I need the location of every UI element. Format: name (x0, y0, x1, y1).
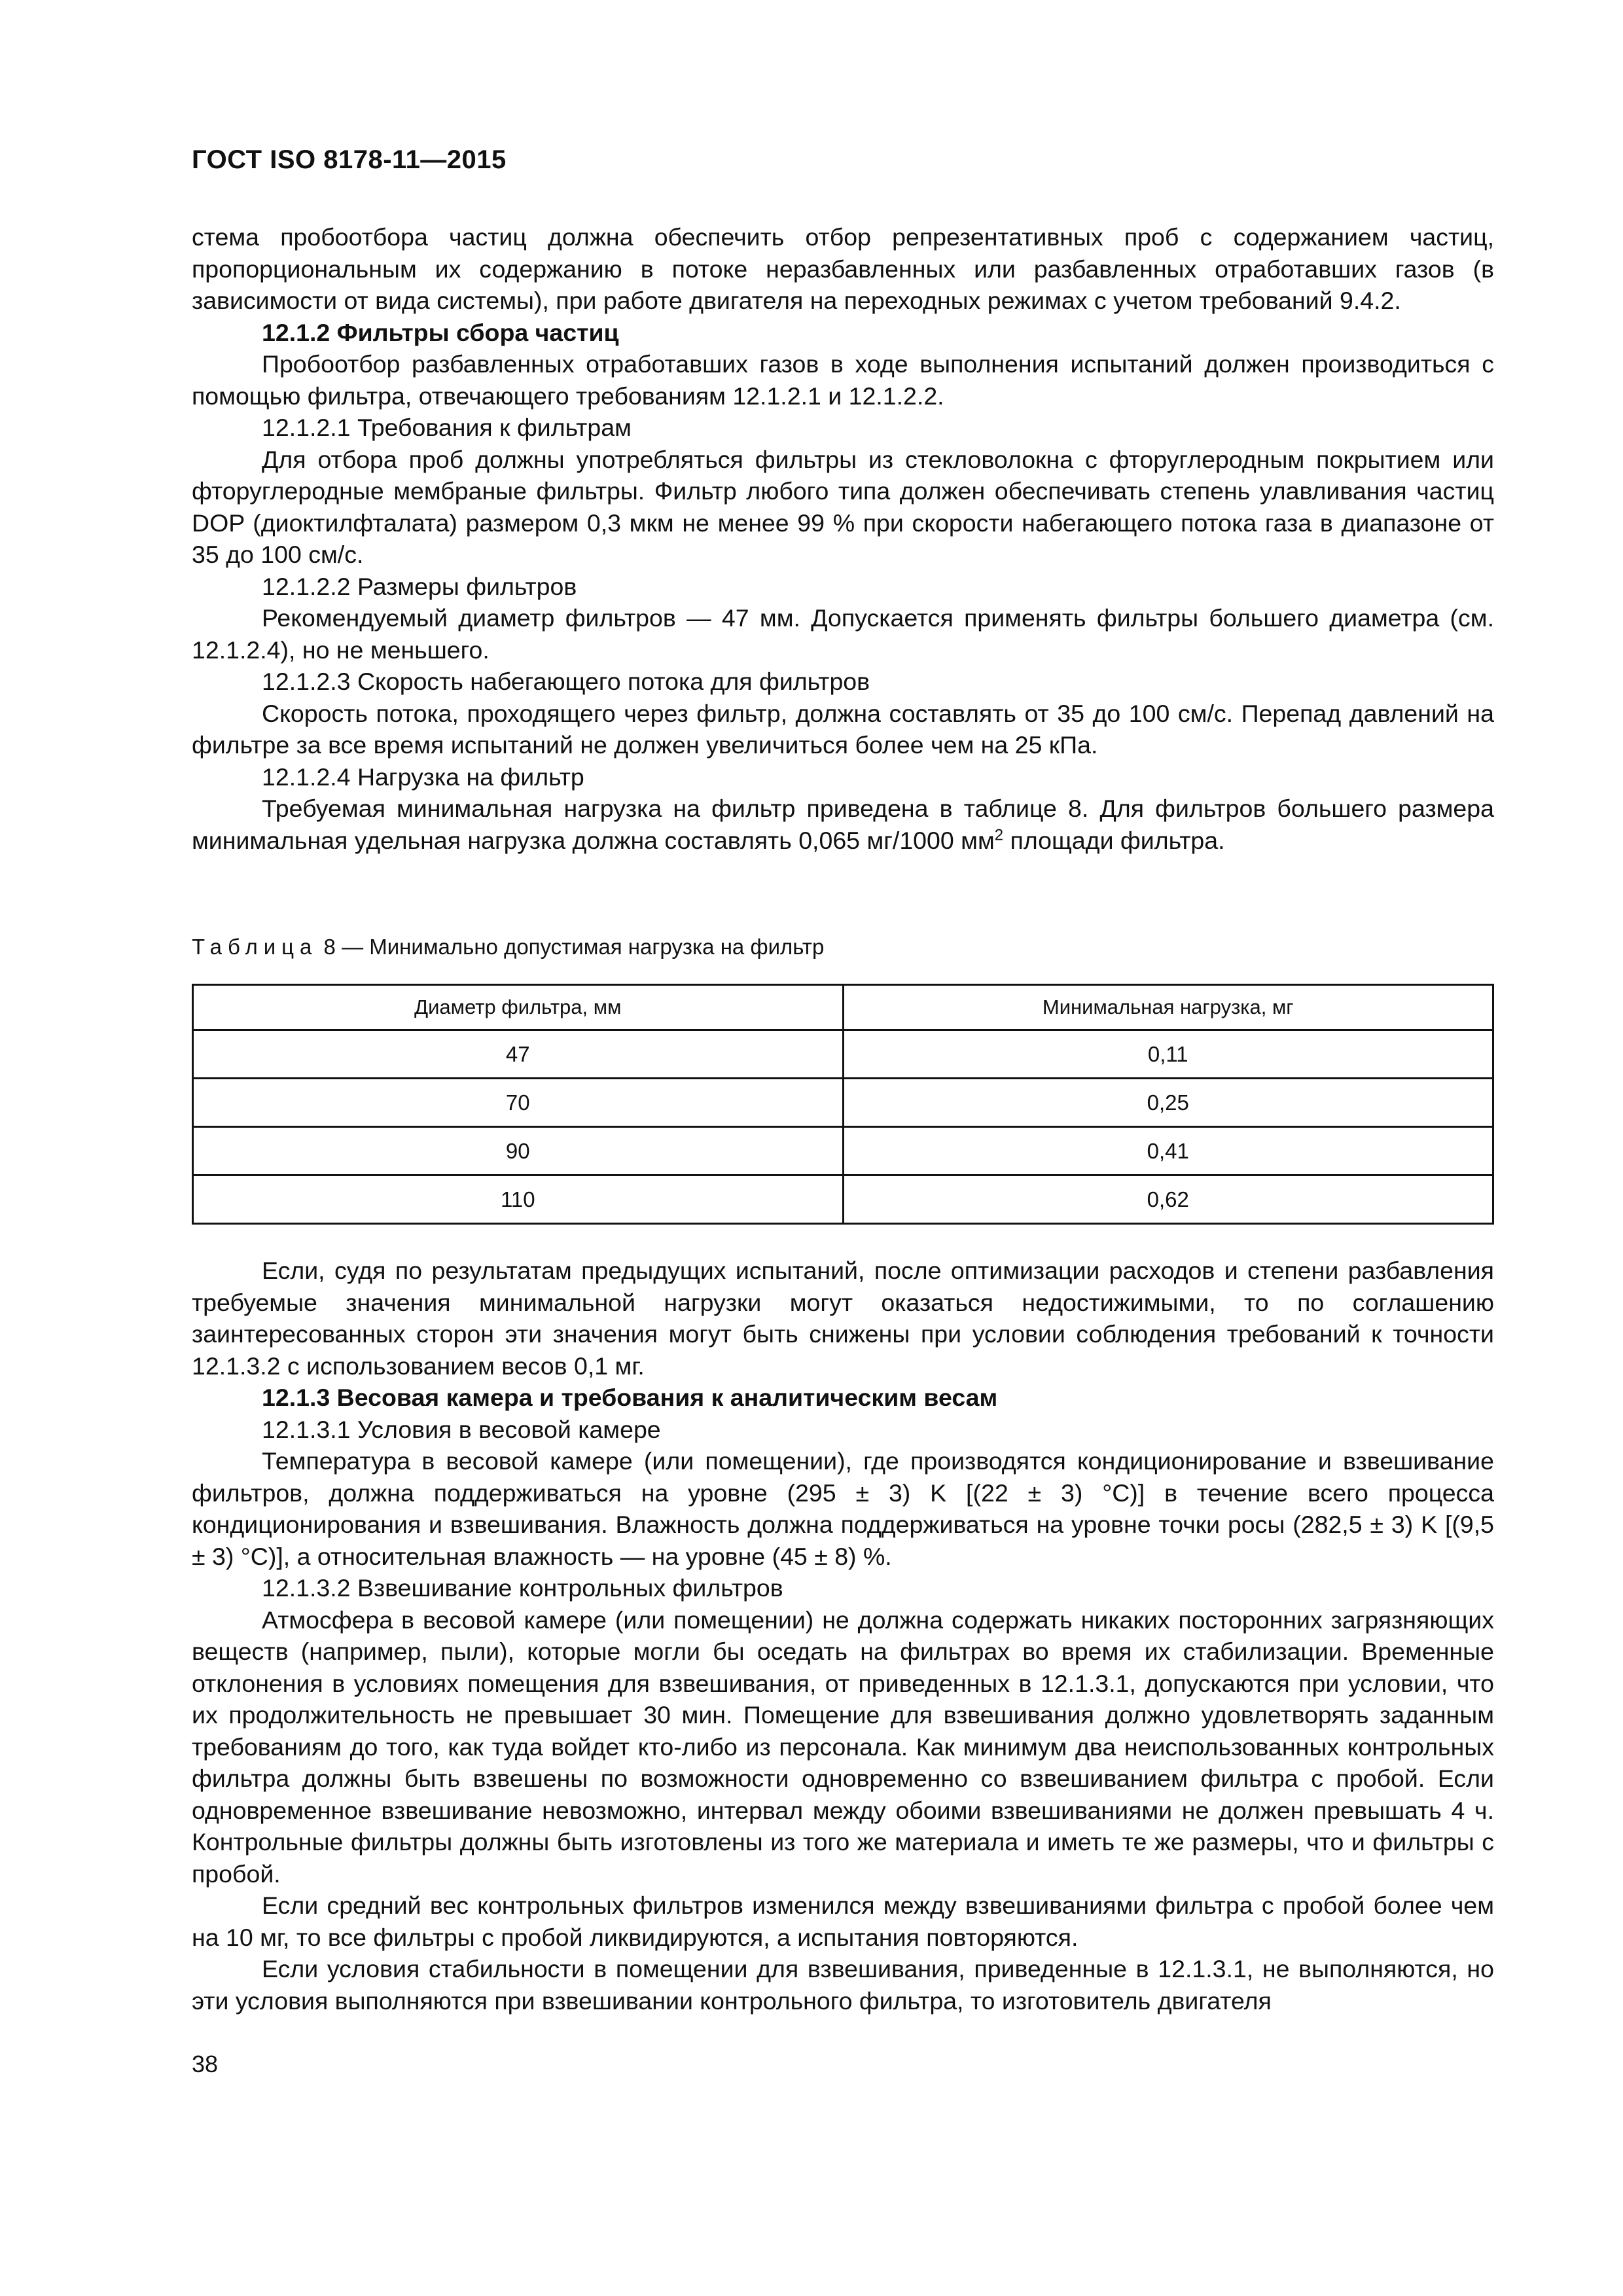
paragraph: Если условия стабильности в помещении для взвешивания, приведенные в 12.1.3.1, не выполняются, но эти условия выполняются при взвешивании контрольного фильтра, то изготовитель двигателя (192, 1955, 1494, 2015)
table-row (193, 1079, 1493, 1127)
paragraph: Рекомендуемый диаметр фильтров — 47 мм. Допускается применять фильтры большего диаметра (см. 12.1.2.4), но не меньшего. (192, 604, 1494, 664)
paragraph: стема пробоотбора частиц должна обеспечить отбор репрезентативных проб с содержанием частиц, пропорциональным их содержанию в потоке неразбавленных или разбавленных отработавших газов (в зависимости от вида системы), при работе двигателя на переходных режимах с учетом требований 9.4.2. (192, 223, 1494, 314)
table-cell: 0,25 (843, 1079, 1493, 1127)
text-run: площади фильтра. (1003, 826, 1225, 854)
table-cell: 0,41 (843, 1127, 1493, 1175)
body-bottom (192, 1255, 1494, 2017)
paragraph (192, 793, 1494, 856)
table-cell: 0,62 (843, 1175, 1493, 1224)
paragraph: Атмосфера в весовой камере (или помещении) не должна содержать никаких посторонних загрязняющих веществ (например, пыли), которые могли бы оседать на фильтрах во время их стабилизации. Временные отклонения в условиях помещения для взвешивания, от приведенных в 12.1.3.1, допускаются при условии, что их продолжительность не превышает 30 мин. Помещение для взвешивания должно удовлетворять заданным требованиям до того, как туда войдет кто-либо из персонала. Как минимум два неиспользованных контрольных фильтра должны быть взвешены по возможности одновременно со взвешиванием фильтра с пробой. Если одновременное взвешивание невозможно, интервал между обоими взвешиваниями не должен превышать 4 ч. Контрольные фильтры должны быть изготовлены из того же материала и иметь те же размеры, что и фильтры с пробой. (192, 1605, 1494, 1888)
filter-load-table (192, 984, 1494, 1225)
subsection-heading: 12.1.2.3 Скорость набегающего потока для фильтров (262, 668, 870, 695)
table-caption-text: 8 — Минимально допустимая нагрузка на фильтр (317, 935, 825, 959)
paragraph: Для отбора проб должны употребляться фильтры из стекловолокна с фторуглеродным покрытием или фторуглеродные мембраные фильтры. Фильтр любого типа должен обеспечивать степень улавливания частиц DOP (диоктилфталата) размером 0,3 мкм не менее 99 % при скорости набегающего потока газа в диапазоне от 35 до 100 см/с. (192, 445, 1494, 568)
column-header: Минимальная нагрузка, мг (843, 985, 1493, 1030)
table-cell: 47 (193, 1030, 844, 1079)
section-heading: 12.1.3 Весовая камера и требования к аналитическим весам (262, 1384, 998, 1411)
page-number: 38 (192, 2051, 219, 2077)
table-cell: 70 (193, 1079, 844, 1127)
subsection-heading: 12.1.3.1 Условия в весовой камере (262, 1415, 661, 1443)
table-cell: 110 (193, 1175, 844, 1224)
table-cell: 0,11 (843, 1030, 1493, 1079)
table-row (193, 1175, 1493, 1224)
superscript: 2 (994, 826, 1004, 844)
subsection-heading: 12.1.3.2 Взвешивание контрольных фильтров (262, 1574, 783, 1602)
table-caption-label: Таблица (192, 935, 318, 959)
subsection-heading: 12.1.2.2 Размеры фильтров (262, 572, 577, 600)
document-header: ГОСТ ISO 8178-11—2015 (192, 145, 507, 174)
subsection-heading: 12.1.2.4 Нагрузка на фильтр (262, 762, 584, 791)
table-caption (192, 935, 824, 960)
table-header-row (193, 985, 1493, 1030)
paragraph: Температура в весовой камере (или помещении), где производятся кондиционирование и взвешивание фильтров, должна поддерживаться на уровне (295 ± 3) K [(22 ± 3) °C)] в течение всего процесса кондиционирования и взвешивания. Влажность должна поддерживаться на уровне точки росы (282,5 ± 3) K [(9,5 ± 3) °C)], а относительная влажность — на уровне (45 ± 8) %. (192, 1447, 1494, 1570)
table-row (193, 1127, 1493, 1175)
paragraph: Пробоотбор разбавленных отработавших газов в ходе выполнения испытаний должен производиться с помощью фильтра, отвечающего требованиям 12.1.2.1 и 12.1.2.2. (192, 350, 1494, 410)
paragraph: Если, судя по результатам предыдущих испытаний, после оптимизации расходов и степени разбавления требуемые значения минимальной нагрузки могут оказаться недостижимыми, то по соглашению заинтересованных сторон эти значения могут быть снижены при условии соблюдения требований к точности 12.1.3.2 с использованием весов 0,1 мг. (192, 1257, 1494, 1380)
body-top (192, 221, 1494, 856)
subsection-heading: 12.1.2.1 Требования к фильтрам (262, 414, 632, 441)
table-cell: 90 (193, 1127, 844, 1175)
column-header: Диаметр фильтра, мм (193, 985, 844, 1030)
paragraph: Скорость потока, проходящего через фильтр, должна составлять от 35 до 100 см/с. Перепад давлений на фильтре за все время испытаний не должен увеличиться более чем на 25 кПа. (192, 699, 1494, 759)
table-row (193, 1030, 1493, 1079)
section-heading: 12.1.2 Фильтры сбора частиц (262, 318, 619, 346)
text-run: Требуемая минимальная нагрузка на фильтр приведена в таблице 8. Для фильтров большего размера минимальная удельная нагрузка должна составлять 0,065 мг/1000 мм (192, 795, 1494, 854)
paragraph: Если средний вес контрольных фильтров изменился между взвешиваниями фильтра с пробой более чем на 10 мг, то все фильтры с пробой ликвидируются, а испытания повторяются. (192, 1892, 1494, 1951)
